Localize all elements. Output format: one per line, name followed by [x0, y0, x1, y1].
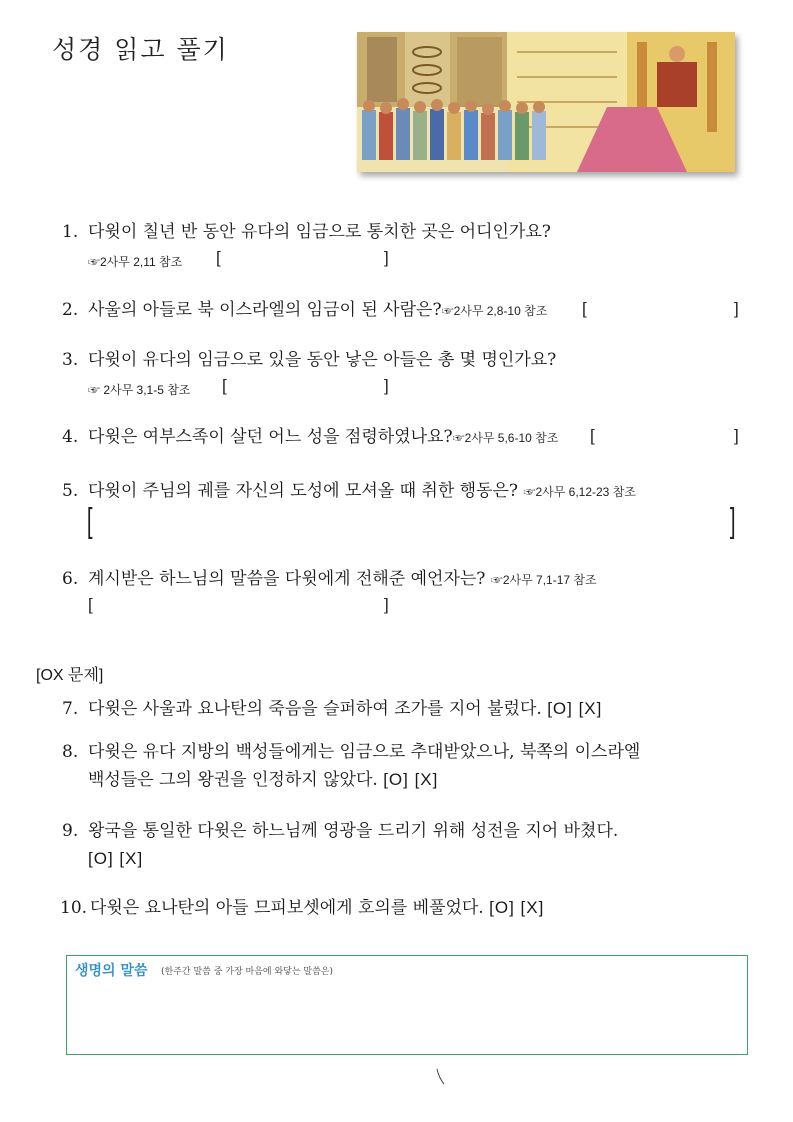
answer-2-close-bracket: ]	[734, 299, 739, 318]
answer-4-open-bracket: [	[590, 426, 595, 445]
answer-6-open-bracket: [	[88, 595, 93, 614]
pen-stroke-mark	[436, 1068, 446, 1086]
word-of-life-note: (한주간 말씀 중 가장 마음에 와닿는 말씀은)	[161, 967, 333, 977]
question-2: 2. 사울의 아들로 북 이스라엘의 임금이 된 사람은?☞2사무 2,8-10 참조	[62, 300, 548, 320]
question-6: 6. 계시받은 하느님의 말씀을 다윗에게 전해준 예언자는? ☞2사무 7,1-17 참조	[62, 569, 597, 589]
ox-question-7: 7. 다윗은 사울과 요나탄의 죽음을 슬퍼하여 조가를 지어 불렀다. [O] [X]	[62, 699, 603, 719]
answer-3-close-bracket: ]	[384, 376, 389, 395]
word-of-life-title: 생명의 말씀	[75, 963, 148, 979]
ox-question-9-line-2	[88, 845, 143, 873]
answer-6-close-bracket: ]	[384, 595, 389, 614]
ox-section-heading: [OX 문제]	[36, 667, 104, 684]
answer-2-open-bracket: [	[582, 299, 587, 318]
question-5: 5. 다윗이 주님의 궤를 자신의 도성에 모셔올 때 취한 행동은? ☞2사무 6,12-23 참조	[62, 481, 636, 501]
bible-illustration	[357, 32, 735, 172]
word-of-life-box[interactable]	[66, 955, 748, 1055]
ox-choice: [O] [X]	[547, 699, 603, 718]
answer-3-open-bracket: [	[222, 376, 227, 395]
ox-choice: [O] [X]	[383, 770, 439, 789]
question-3-reference: ☞ 2사무 3,1-5 참조	[88, 383, 191, 397]
question-1-reference: ☞2사무 2,11 참조	[88, 255, 183, 269]
answer-1-close-bracket: ]	[384, 248, 389, 267]
ox-question-10: 10. 다윗은 요나탄의 아들 므피보셋에게 호의를 베풀었다. [O] [X]	[60, 898, 545, 918]
answer-1-open-bracket: [	[216, 248, 221, 267]
answer-5-open-bracket: [	[86, 502, 93, 540]
question-1: 1. 다윗이 칠년 반 동안 유다의 임금으로 통치한 곳은 어디인가요?	[62, 222, 551, 242]
ox-choice: [O] [X]	[88, 849, 144, 868]
question-3: 3. 다윗이 유다의 임금으로 있을 동안 낳은 아들은 총 몇 명인가요?	[62, 350, 557, 370]
ox-question-9: 9. 왕국을 통일한 다윗은 하느님께 영광을 드리기 위해 성전을 지어 바쳤다.	[62, 821, 619, 841]
ox-question-8: 8. 다윗은 유다 지방의 백성들에게는 임금으로 추대받았으나, 북쪽의 이스라엘	[62, 742, 641, 762]
answer-5-close-bracket: ]	[729, 502, 736, 540]
illustration-drawing	[357, 32, 735, 172]
answer-4-close-bracket: ]	[734, 426, 739, 445]
page-title: 성경 읽고 풀기	[52, 35, 229, 64]
ox-question-8-line-2: 백성들은 그의 왕권을 인정하지 않았다. [O] [X]	[88, 770, 439, 790]
ox-choice: [O] [X]	[489, 898, 545, 917]
question-4: 4. 다윗은 여부스족이 살던 어느 성을 점령하였나요?☞2사무 5,6-10 참조	[62, 427, 559, 447]
